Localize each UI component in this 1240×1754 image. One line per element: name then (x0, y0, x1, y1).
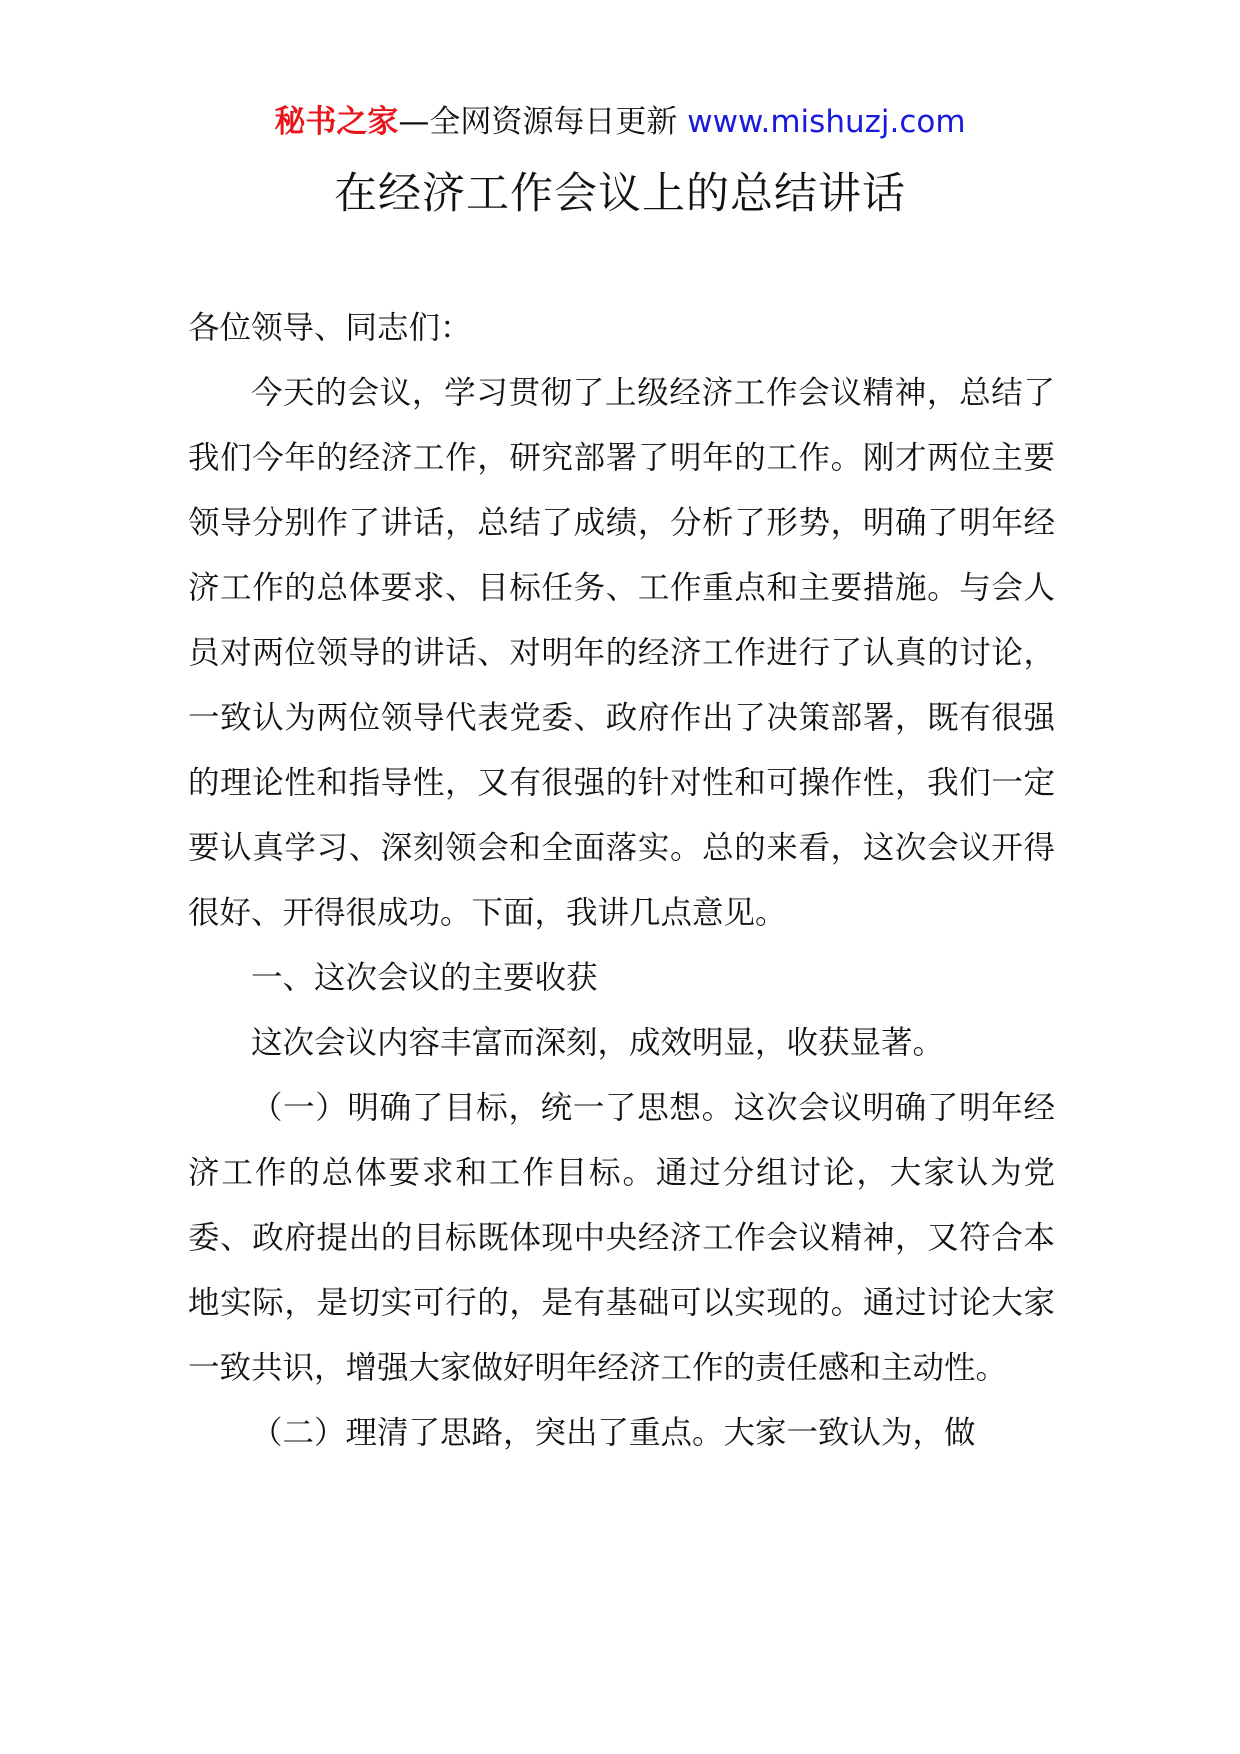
paragraph-point-1: （一）明确了目标，统一了思想。这次会议明确了明年经济工作的总体要求和工作目标。通过分组讨论，大家认为党委、政府提出的目标既体现中央经济工作会议精神，又符合本地实际，是切实可行的，是有基础可以实现的。通过讨论大家一致共识，增强大家做好明年经济工作的责任感和主动性。 (188, 1090, 1055, 1386)
document-title: 在经济工作会议上的总结讲话 (334, 169, 906, 219)
paragraph-point-2: （二）理清了思路，突出了重点。大家一致认为，做 (251, 1415, 976, 1451)
section-heading-1: 一、这次会议的主要收获 (251, 960, 598, 996)
site-url-link[interactable]: www.mishuzj.com (687, 104, 966, 140)
document-body (188, 296, 1055, 1466)
paragraph-summary: 这次会议内容丰富而深刻，成效明显，收获显著。 (251, 1025, 945, 1061)
brand-name: 秘书之家 (274, 104, 399, 140)
salutation: 各位领导、同志们： (188, 310, 472, 346)
site-banner (0, 100, 1240, 144)
paragraph-intro: 今天的会议，学习贯彻了上级经济工作会议精神，总结了我们今年的经济工作，研究部署了明年的工作。刚才两位主要领导分别作了讲话，总结了成绩，分析了形势，明确了明年经济工作的总体要求、目标任务、工作重点和主要措施。与会人员对两位领导的讲话、对明年的经济工作进行了认真的讨论，一致认为两位领导代表党委、政府作出了决策部署，既有很强的理论性和指导性，又有很强的针对性和可操作性，我们一定要认真学习、深刻领会和全面落实。总的来看，这次会议开得很好、开得很成功。下面，我讲几点意见。 (188, 375, 1055, 931)
banner-tagline: —全网资源每日更新 (398, 104, 688, 140)
